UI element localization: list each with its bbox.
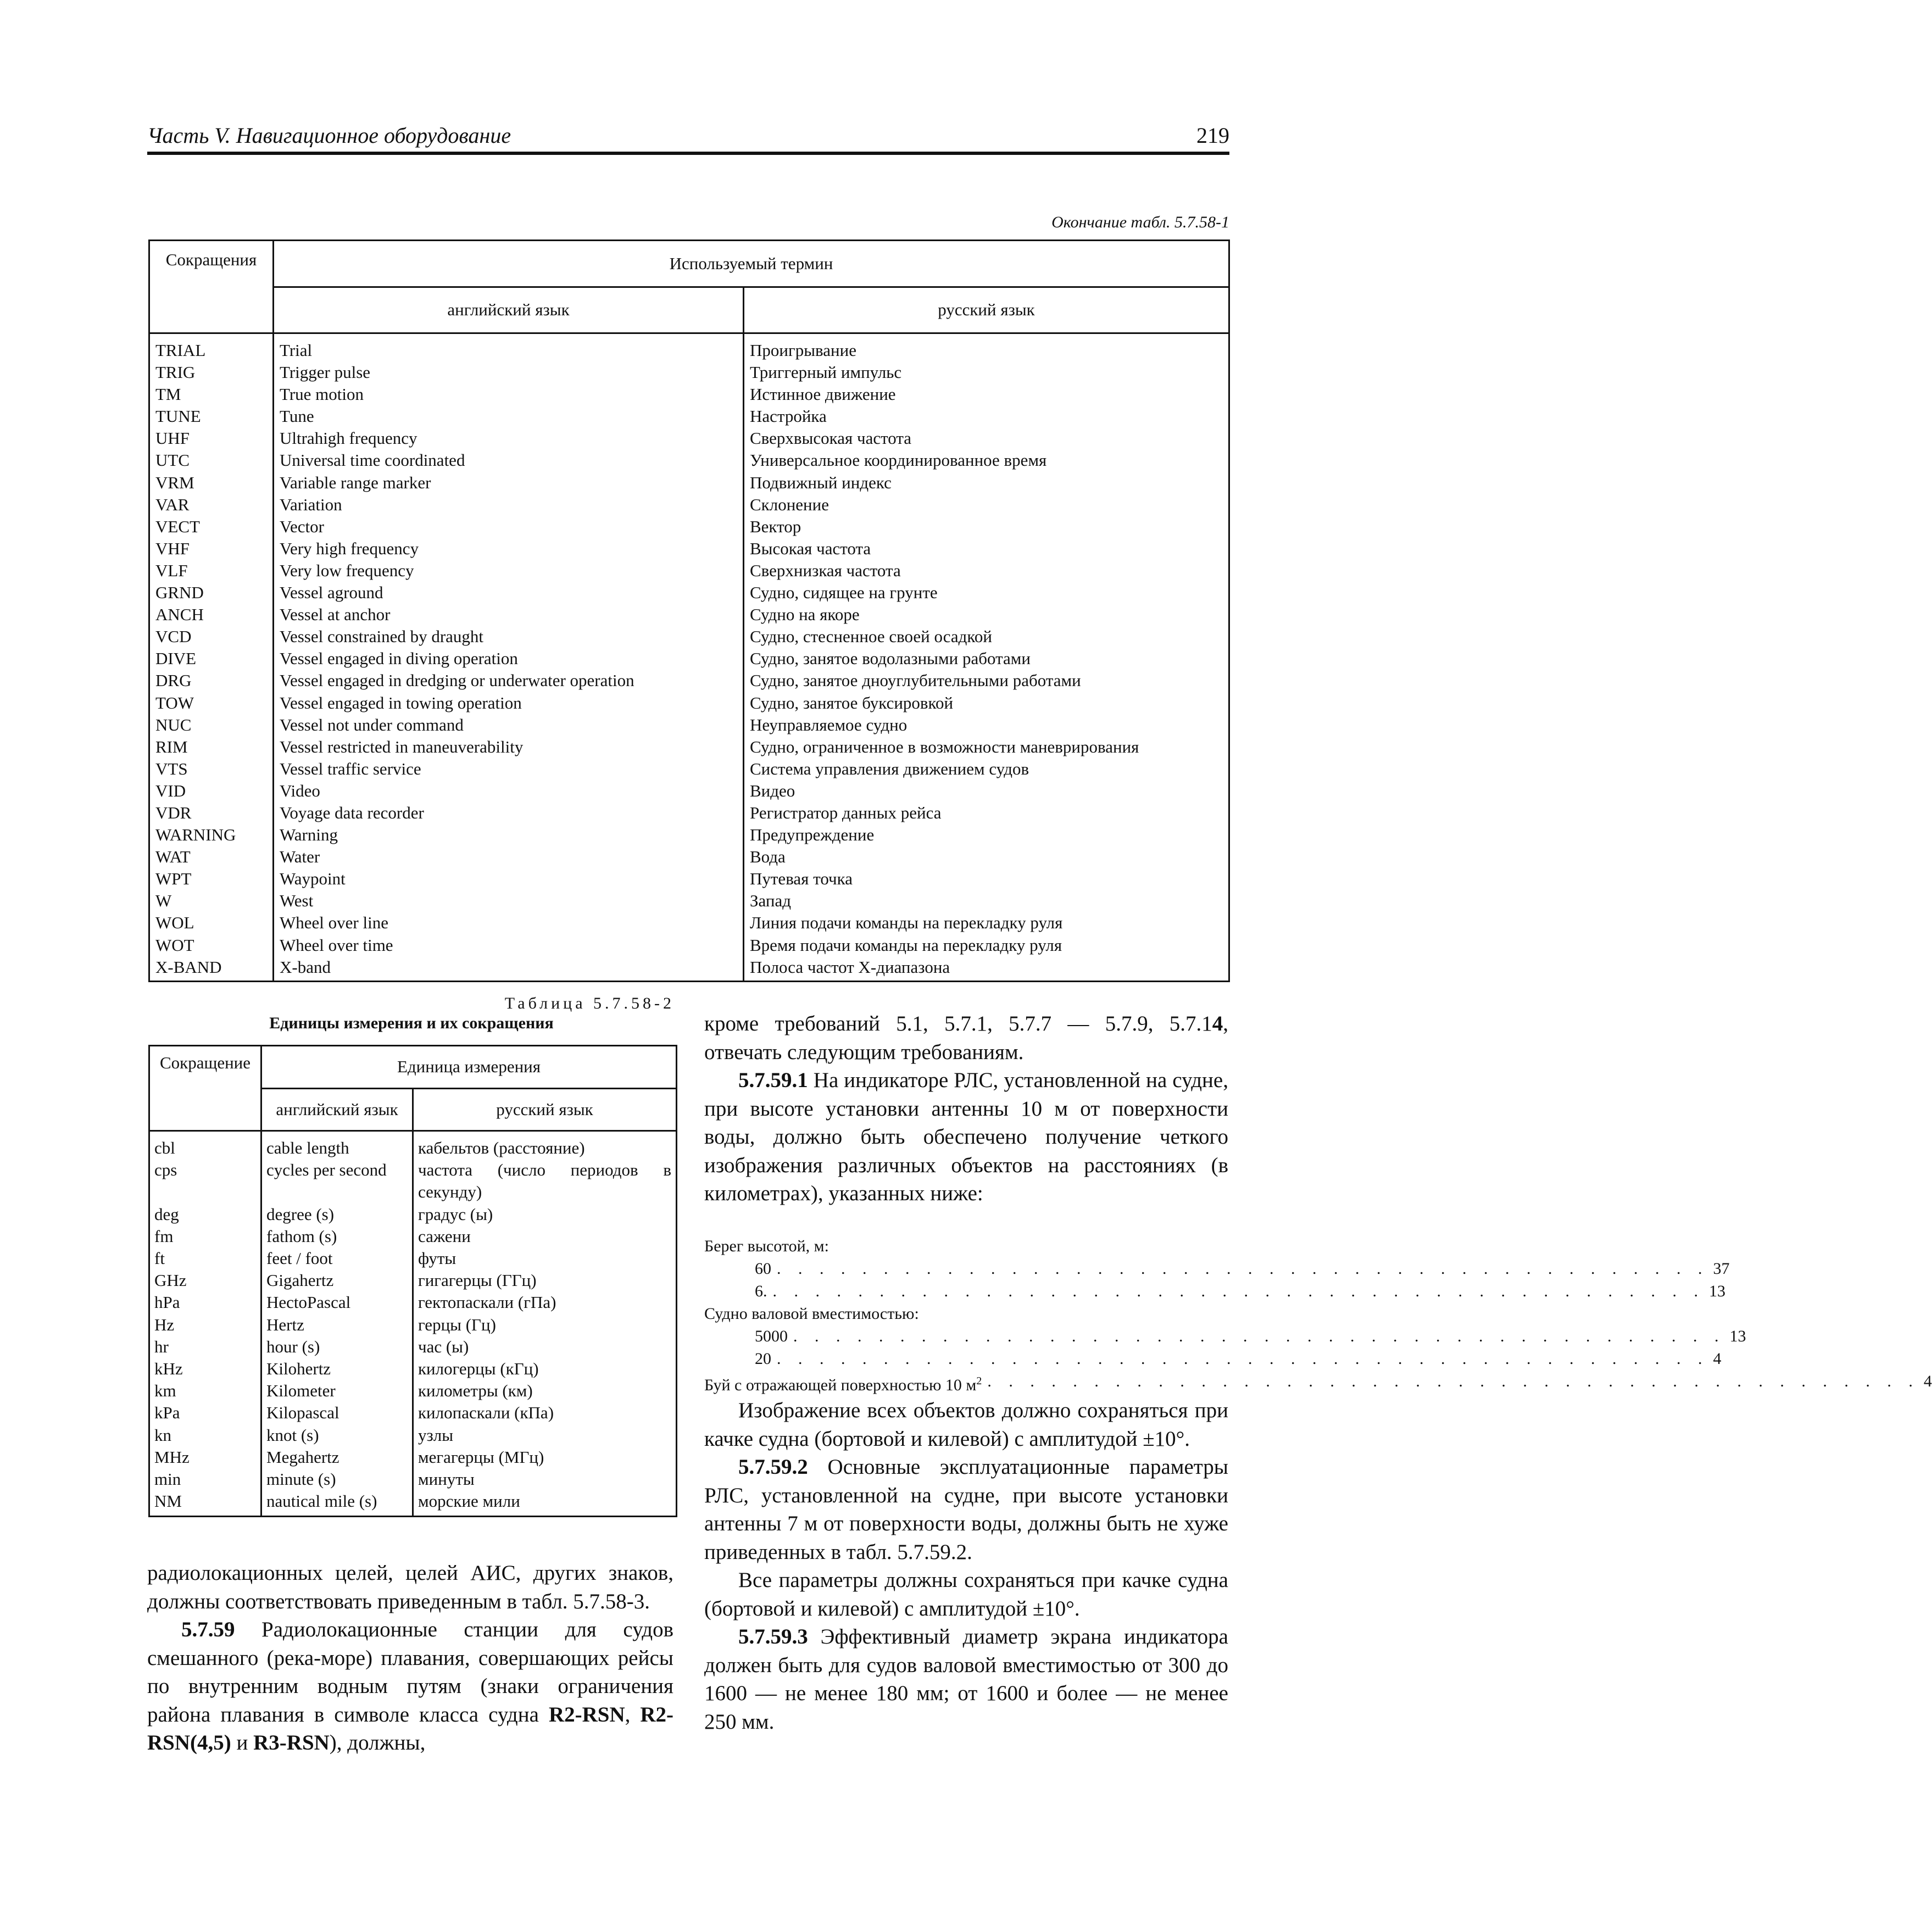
table2-cell-en: Kilohertz [266, 1359, 331, 1379]
right-column-text [704, 1010, 1228, 1208]
table2-cell-abbr: ft [154, 1249, 165, 1268]
table2-cell-ru: кабельтов (расстояние) [418, 1138, 585, 1157]
buoy-label [704, 1370, 982, 1396]
abbreviations-table [148, 240, 1230, 982]
page-header [147, 119, 1229, 155]
table2-cell-en: Kilopascal [266, 1403, 339, 1423]
distance-row [704, 1325, 1746, 1347]
requirements-text: кроме требований 5.1, 5.7.1, 5.7.7 — 5.7.9, 5.7.1 [704, 1012, 1212, 1035]
table2-cell-en: cycles per second [266, 1160, 387, 1180]
table2-abbr-column [149, 1131, 261, 1517]
table2-cell-abbr: kHz [154, 1359, 183, 1379]
table2-cell-en: nautical mile (s) [266, 1491, 377, 1511]
clause-number: 5.7.59 [181, 1618, 235, 1641]
roll-paragraph: Изображение всех объектов должно сохраняться при качке судна (бортовой и килевой) с амплитудой ±10°. [704, 1399, 1228, 1451]
clause-text: Радиолокационные станции для судов смешанного (река-море) плавания, совершающих рейсы по внутренним водным путям (знаки ограничения района плавания в символе класса судна [147, 1618, 673, 1726]
table2-cell-ru: час (ы) [418, 1336, 469, 1356]
table2-cell-en: Hertz [266, 1315, 304, 1334]
table1-caption: Окончание табл. 5.7.58-1 [1051, 213, 1229, 231]
table2-cell-abbr: fm [154, 1226, 174, 1246]
table2-cell-abbr: GHz [154, 1271, 187, 1290]
requirements-text-end: , отвечать следующим требованиям. [704, 1012, 1228, 1064]
left-paragraph-5-7-59 [147, 1616, 673, 1757]
separator: и [231, 1731, 254, 1755]
table2-cell-abbr: km [154, 1381, 176, 1401]
table2-header-abbr: Сокращение [149, 1046, 261, 1131]
detection-distances-list [704, 1235, 1932, 1396]
table1-header-abbr: Сокращения [149, 241, 274, 333]
table2-cell-ru: градус (ы) [418, 1204, 493, 1224]
table2-cell-abbr: min [154, 1469, 181, 1489]
table2-title: Единицы измерения и их сокращения [269, 1014, 554, 1032]
table2-cell-ru: узлы [418, 1425, 454, 1445]
table2-header-ru: русский язык [413, 1088, 677, 1131]
table2-cell-en: feet / foot [266, 1249, 333, 1268]
clause-text: Основные эксплуатационные параметры РЛС, установленной на судне, при высоте установки антенны 7 м от поверхности воды, должны быть не хуже приведенных в табл. 5.7.59.2. [704, 1455, 1228, 1564]
table1-header-en: английский язык [274, 287, 744, 333]
table1-header-ru: русский язык [744, 287, 1229, 333]
clause-number: 5.7.59.3 [738, 1625, 808, 1648]
table2-cell-abbr: hr [154, 1336, 169, 1356]
separator: , [625, 1702, 641, 1726]
table2-number: Таблица 5.7.58-2 [504, 994, 675, 1012]
table2-cell-ru: килогерцы (кГц) [418, 1359, 539, 1379]
distance-value: 4 [1923, 1372, 1932, 1390]
dot-leader: . . . . . . . . . . . . . . . . . . . . . . . . . . . . . . . . . . . . . . . . . . . . [777, 1260, 1709, 1278]
distance-row [704, 1257, 1730, 1280]
table2-header-unit: Единица измерения [261, 1046, 677, 1089]
table2-cell-ru: герцы (Гц) [418, 1315, 496, 1334]
table2-cell-ru: гектопаскали (гПа) [418, 1293, 556, 1312]
right-column-text-continued [704, 1396, 1228, 1736]
clause-5-7-59-1 [704, 1066, 1228, 1208]
class-symbol: R3-RSN [253, 1731, 330, 1755]
table2-cell-ru: килопаскали (кПа) [418, 1403, 554, 1423]
table1-abbr-column: TRIAL TRIG TM TUNE UHF UTC VRM VAR VECT VHF VLF GRND ANCH VCD DIVE DRG TOW NUC RIM VTS VID VDR WARNING WAT WPT W WOL WOT X-BAND [149, 333, 274, 982]
table1-en-column: Trial Trigger pulse True motion Tune Ultrahigh frequency Universal time coordinated Variable range marker Variation Vector Very high frequency Very low frequency Vessel aground Vessel at anchor Vessel constrained by draught Vessel engaged in diving operation Vessel engaged in dredging or underwater operation Vessel engaged in towing operation Vessel not under command Vessel restricted in maneuverability Vessel traffic service Video Voyage data recorder Warning Water Waypoint West Wheel over line Wheel over time X-band [274, 333, 744, 982]
distance-label: 6. [755, 1282, 767, 1300]
right-paragraph-1 [704, 1010, 1228, 1066]
ship-label: Судно валовой вместимостью: [704, 1305, 919, 1323]
units-table [148, 1045, 677, 1517]
distance-value: 13 [1729, 1327, 1746, 1345]
table2-cell-ru: сажени [418, 1226, 471, 1246]
table1-header-term: Используемый термин [274, 241, 1229, 287]
table2-cell-abbr: cps [154, 1160, 177, 1180]
class-symbol: R2-RSN [548, 1702, 625, 1726]
table2-cell-abbr: kn [154, 1425, 171, 1445]
dot-leader: . . . . . . . . . . . . . . . . . . . . . . . . . . . . . . . . . . . . . . . . . . . . [793, 1327, 1725, 1345]
distance-value: 13 [1709, 1282, 1725, 1300]
table1-ru-column: Проигрывание Триггерный импульс Истинное движение Настройка Сверхвысокая частота Универсальное координированное время Подвижный индекс Склонение Вектор Высокая частота Сверхнизкая частота Судно, сидящее на грунте Судно на якоре Судно, стесненное своей осадкой Судно, занятое водолазными работами Судно, занятое дноуглубительными работами Судно, занятое буксировкой Неуправляемое судно Судно, ограниченное в возможности маневрирования Система управления движением судов Видео Регистратор данных рейса Предупреждение Вода Путевая точка Запад Линия подачи команды на перекладку руля Время подачи команды на перекладку руля Полоса частот X-диапазона [744, 333, 1229, 982]
superscript: 2 [976, 1375, 982, 1387]
table2-caption [148, 994, 675, 1033]
distance-value: 4 [1713, 1350, 1722, 1368]
table2-cell-ru: морские мили [418, 1491, 520, 1511]
left-column-text [147, 1559, 673, 1757]
table2-cell-ru: частота (число периодов в секунду) [418, 1160, 671, 1202]
parameters-paragraph: Все параметры должны сохраняться при качке судна (бортовой и килевой) с амплитудой ±10°. [704, 1568, 1228, 1620]
table2-cell-en: HectoPascal [266, 1293, 351, 1312]
requirements-bold: 4 [1212, 1012, 1223, 1035]
table2-cell-en: knot (s) [266, 1425, 319, 1445]
table2-cell-en: Kilometer [266, 1381, 336, 1401]
dot-leader: . . . . . . . . . . . . . . . . . . . . . . . . . . . . . . . . . . . . . . . . . . . . [777, 1350, 1709, 1368]
clause-text: На индикаторе РЛС, установленной на судне, при высоте установки антенны 10 м от поверхности воды, должно быть обеспечено получение четкого изображения различных объектов на расстояниях (в километрах), указанных ниже: [704, 1068, 1228, 1205]
table2-cell-en: cable length [266, 1138, 349, 1157]
table2-cell-abbr: hPa [154, 1293, 180, 1312]
clause-number: 5.7.59.1 [738, 1068, 808, 1092]
table2-cell-abbr: MHz [154, 1447, 190, 1467]
table2-cell-en: hour (s) [266, 1336, 320, 1356]
table2-cell-ru: мегагерцы (МГц) [418, 1447, 544, 1467]
table2-cell-en: Megahertz [266, 1447, 339, 1467]
clause-5-7-59-3 [704, 1623, 1228, 1736]
dot-leader: . . . . . . . . . . . . . . . . . . . . . . . . . . . . . . . . . . . . . . . . . . . . [772, 1282, 1705, 1300]
left-paragraph-1: радиолокационных целей, целей АИС, других знаков, должны соответствовать приведенным в табл. 5.7.58-3. [147, 1561, 673, 1613]
clause-text: Эффективный диаметр экрана индикатора должен быть для судов валовой вместимостью от 300 до 1600 — не менее 180 мм; от 1600 и более — не менее 250 мм. [704, 1625, 1228, 1734]
table2-cell-abbr: NM [154, 1491, 182, 1511]
table2-cell-en: degree (s) [266, 1204, 335, 1224]
distance-row [704, 1370, 1932, 1396]
table2-cell-ru: километры (км) [418, 1381, 533, 1401]
table2-ru-column [413, 1131, 677, 1517]
table2-cell-abbr: deg [154, 1204, 179, 1224]
clause-5-7-59-2 [704, 1453, 1228, 1566]
distance-label: 60 [755, 1260, 771, 1278]
distance-value: 37 [1713, 1260, 1730, 1278]
clause-number: 5.7.59.2 [738, 1455, 808, 1479]
table2-cell-abbr: kPa [154, 1403, 180, 1423]
table2-cell-ru: минуты [418, 1469, 475, 1489]
table2-cell-abbr: Hz [154, 1315, 175, 1334]
distance-row [704, 1347, 1722, 1370]
table2-header-en: английский язык [261, 1088, 413, 1131]
dot-leader: . . . . . . . . . . . . . . . . . . . . . . . . . . . . . . . . . . . . . . . . . . . . [987, 1372, 1919, 1390]
distance-row [704, 1280, 1725, 1302]
table2-cell-ru: футы [418, 1249, 456, 1268]
table2-cell-en: Gigahertz [266, 1271, 334, 1290]
page-number: 219 [1196, 123, 1229, 148]
table2-cell-abbr: cbl [154, 1138, 175, 1157]
buoy-label-text: Буй с отражающей поверхностью 10 м [704, 1376, 977, 1394]
class-symbol: R2-RSN(4,5) [147, 1702, 673, 1755]
distance-label: 5000 [755, 1327, 788, 1345]
table2-cell-en: fathom (s) [266, 1226, 337, 1246]
clause-text-end: ), должны, [329, 1731, 426, 1755]
table2-cell-en: minute (s) [266, 1469, 336, 1489]
running-title: Часть V. Навигационное оборудование [147, 123, 511, 148]
shore-label: Берег высотой, м: [704, 1237, 829, 1255]
table2-cell-ru: гигагерцы (ГГц) [418, 1271, 537, 1290]
distance-label: 20 [755, 1350, 771, 1368]
table2-en-column [261, 1131, 413, 1517]
